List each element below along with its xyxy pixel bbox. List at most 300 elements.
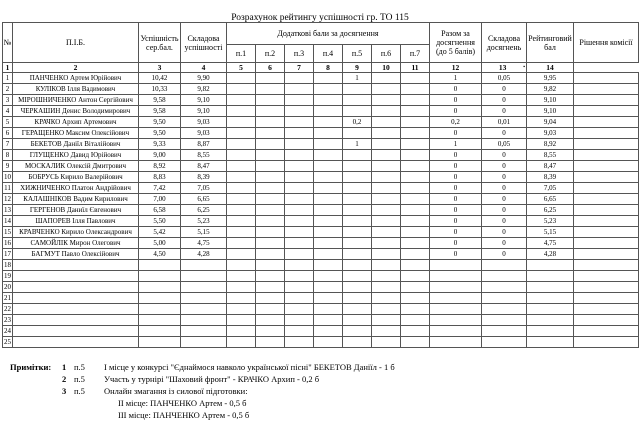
student-name[interactable]: МОСКАЛИК Олексій Дмитрович (13, 161, 139, 172)
commission-decision[interactable] (574, 282, 639, 293)
bonus-p1[interactable] (227, 106, 256, 117)
avg-score[interactable] (139, 337, 181, 348)
commission-decision[interactable] (574, 216, 639, 227)
bonus-p6[interactable] (372, 117, 401, 128)
bonus-p1[interactable] (227, 84, 256, 95)
bonus-p3[interactable] (285, 260, 314, 271)
bonus-p1[interactable] (227, 326, 256, 337)
bonus-p2[interactable] (256, 183, 285, 194)
row-number[interactable]: 14 (4, 217, 11, 225)
bonus-p7[interactable] (401, 238, 430, 249)
bonus-p4[interactable] (314, 304, 343, 315)
rating-score[interactable] (527, 326, 574, 337)
student-name[interactable]: ГЛУЩЕНКО Давид Юрійович (13, 150, 139, 161)
score-component[interactable]: 8,47 (181, 161, 227, 172)
bonus-p3[interactable] (285, 183, 314, 194)
student-name[interactable]: ПАНЧЕНКО Артем Юрійович (13, 73, 139, 84)
row-number[interactable]: 9 (3, 161, 13, 172)
bonus-p5[interactable]: 0,2 (343, 117, 372, 128)
achievement-component[interactable]: 0,05 (482, 139, 527, 150)
rating-score[interactable]: 9,82 (527, 84, 574, 95)
student-name[interactable] (13, 326, 139, 337)
bonus-p7[interactable] (401, 73, 430, 84)
bonus-p2[interactable] (256, 128, 285, 139)
bonus-p1[interactable] (227, 95, 256, 106)
avg-score[interactable] (139, 282, 181, 293)
bonus-p5[interactable] (343, 227, 372, 238)
achievement-component[interactable]: 0 (482, 150, 527, 161)
achievement-component[interactable] (482, 337, 527, 348)
bonus-total[interactable]: 0 (430, 150, 482, 161)
bonus-p3[interactable] (285, 282, 314, 293)
bonus-p6[interactable] (372, 238, 401, 249)
bonus-p5[interactable] (343, 249, 372, 260)
bonus-p5[interactable] (343, 106, 372, 117)
bonus-p4[interactable] (314, 271, 343, 282)
score-component[interactable] (181, 337, 227, 348)
bonus-p4[interactable] (314, 260, 343, 271)
avg-score[interactable]: 4,50 (139, 249, 181, 260)
bonus-p5[interactable] (343, 260, 372, 271)
score-component[interactable] (181, 271, 227, 282)
commission-decision[interactable] (574, 194, 639, 205)
bonus-p1[interactable] (227, 227, 256, 238)
bonus-p7[interactable] (401, 260, 430, 271)
bonus-total[interactable]: 0 (430, 95, 482, 106)
row-number[interactable]: 11 (4, 184, 11, 192)
bonus-p3[interactable] (285, 106, 314, 117)
bonus-p2[interactable] (256, 271, 285, 282)
commission-decision[interactable] (574, 260, 639, 271)
row-number[interactable]: 15 (4, 228, 11, 236)
bonus-total[interactable] (430, 282, 482, 293)
row-number[interactable]: 12 (4, 195, 11, 203)
bonus-total[interactable]: 0 (430, 249, 482, 260)
bonus-p7[interactable] (401, 304, 430, 315)
bonus-p4[interactable] (314, 183, 343, 194)
rating-score[interactable]: 9,10 (527, 106, 574, 117)
commission-decision[interactable] (574, 238, 639, 249)
achievement-component[interactable]: 0 (482, 216, 527, 227)
bonus-p5[interactable] (343, 183, 372, 194)
student-name[interactable]: ШАПОРЕВ Ілля Павлович (13, 216, 139, 227)
bonus-p4[interactable] (314, 194, 343, 205)
student-name[interactable]: БЕКЕТОВ Даніїл Віталійович (13, 139, 139, 150)
bonus-p2[interactable] (256, 326, 285, 337)
bonus-p4[interactable] (314, 139, 343, 150)
bonus-p1[interactable] (227, 172, 256, 183)
row-number[interactable]: 1 (3, 73, 13, 84)
row-number[interactable]: 2 (3, 84, 13, 95)
bonus-p6[interactable] (372, 326, 401, 337)
bonus-p3[interactable] (285, 337, 314, 348)
commission-decision[interactable] (574, 172, 639, 183)
bonus-total[interactable]: 0 (430, 172, 482, 183)
student-name[interactable]: ЧЕРКАШИН Денис Володимирович (13, 106, 139, 117)
rating-score[interactable]: 9,95 (527, 73, 574, 84)
bonus-p4[interactable] (314, 128, 343, 139)
achievement-component[interactable]: 0 (482, 249, 527, 260)
bonus-p2[interactable] (256, 106, 285, 117)
bonus-p1[interactable] (227, 150, 256, 161)
bonus-p3[interactable] (285, 249, 314, 260)
commission-decision[interactable] (574, 84, 639, 95)
score-component[interactable]: 9,03 (181, 128, 227, 139)
bonus-p5[interactable] (343, 216, 372, 227)
avg-score[interactable] (139, 293, 181, 304)
commission-decision[interactable] (574, 106, 639, 117)
bonus-p7[interactable] (401, 194, 430, 205)
student-name[interactable]: БОБРУСЬ Кирило Валерійович (13, 172, 139, 183)
bonus-p1[interactable] (227, 73, 256, 84)
bonus-p1[interactable] (227, 271, 256, 282)
bonus-p4[interactable] (314, 249, 343, 260)
bonus-p3[interactable] (285, 128, 314, 139)
row-number[interactable]: 23 (4, 316, 11, 324)
rating-score[interactable]: 7,05 (527, 183, 574, 194)
bonus-p7[interactable] (401, 172, 430, 183)
bonus-p5[interactable] (343, 161, 372, 172)
score-component[interactable]: 5,15 (181, 227, 227, 238)
bonus-p7[interactable] (401, 106, 430, 117)
commission-decision[interactable] (574, 139, 639, 150)
rating-score[interactable] (527, 293, 574, 304)
score-component[interactable] (181, 282, 227, 293)
bonus-p5[interactable] (343, 282, 372, 293)
rating-score[interactable]: 5,15 (527, 227, 574, 238)
achievement-component[interactable] (482, 293, 527, 304)
bonus-total[interactable]: 0,2 (430, 117, 482, 128)
avg-score[interactable]: 9,50 (139, 128, 181, 139)
avg-score[interactable]: 6,58 (139, 205, 181, 216)
avg-score[interactable]: 9,58 (139, 95, 181, 106)
bonus-p1[interactable] (227, 315, 256, 326)
commission-decision[interactable] (574, 73, 639, 84)
bonus-p3[interactable] (285, 150, 314, 161)
bonus-p3[interactable] (285, 293, 314, 304)
bonus-p2[interactable] (256, 337, 285, 348)
bonus-p6[interactable] (372, 150, 401, 161)
bonus-p3[interactable] (285, 95, 314, 106)
bonus-p5[interactable]: 1 (343, 139, 372, 150)
bonus-total[interactable] (430, 304, 482, 315)
bonus-p2[interactable] (256, 238, 285, 249)
bonus-p7[interactable] (401, 139, 430, 150)
achievement-component[interactable] (482, 304, 527, 315)
bonus-p3[interactable] (285, 205, 314, 216)
achievement-component[interactable]: 0 (482, 172, 527, 183)
score-component[interactable]: 4,28 (181, 249, 227, 260)
bonus-p6[interactable] (372, 183, 401, 194)
bonus-total[interactable]: 0 (430, 194, 482, 205)
bonus-total[interactable]: 0 (430, 106, 482, 117)
bonus-total[interactable] (430, 315, 482, 326)
student-name[interactable]: ХИЖНИЧЕНКО Платон Андрійович (13, 183, 139, 194)
commission-decision[interactable] (574, 117, 639, 128)
bonus-p3[interactable] (285, 139, 314, 150)
commission-decision[interactable] (574, 205, 639, 216)
bonus-p6[interactable] (372, 249, 401, 260)
bonus-p2[interactable] (256, 315, 285, 326)
bonus-p7[interactable] (401, 216, 430, 227)
bonus-total[interactable]: 0 (430, 84, 482, 95)
student-name[interactable] (13, 260, 139, 271)
bonus-p1[interactable] (227, 139, 256, 150)
score-component[interactable] (181, 315, 227, 326)
bonus-p4[interactable] (314, 161, 343, 172)
bonus-p5[interactable] (343, 95, 372, 106)
score-component[interactable] (181, 260, 227, 271)
score-component[interactable]: 6,25 (181, 205, 227, 216)
bonus-p5[interactable] (343, 326, 372, 337)
bonus-p2[interactable] (256, 293, 285, 304)
bonus-p4[interactable] (314, 95, 343, 106)
bonus-p5[interactable] (343, 205, 372, 216)
achievement-component[interactable]: 0 (482, 238, 527, 249)
student-name[interactable]: САМОЙЛІК Мирон Олегович (13, 238, 139, 249)
bonus-p4[interactable] (314, 216, 343, 227)
bonus-p3[interactable] (285, 326, 314, 337)
rating-score[interactable]: 9,04 (527, 117, 574, 128)
student-name[interactable] (13, 337, 139, 348)
rating-score[interactable]: 4,28 (527, 249, 574, 260)
bonus-p7[interactable] (401, 183, 430, 194)
bonus-p7[interactable] (401, 282, 430, 293)
bonus-p4[interactable] (314, 205, 343, 216)
commission-decision[interactable] (574, 326, 639, 337)
bonus-p6[interactable] (372, 293, 401, 304)
achievement-component[interactable] (482, 260, 527, 271)
achievement-component[interactable]: 0 (482, 194, 527, 205)
row-number[interactable]: 5 (3, 117, 13, 128)
bonus-total[interactable] (430, 260, 482, 271)
bonus-total[interactable]: 0 (430, 227, 482, 238)
bonus-p5[interactable] (343, 172, 372, 183)
bonus-p6[interactable] (372, 337, 401, 348)
avg-score[interactable]: 8,83 (139, 172, 181, 183)
bonus-p1[interactable] (227, 194, 256, 205)
row-number[interactable]: 8 (3, 150, 13, 161)
bonus-p2[interactable] (256, 95, 285, 106)
score-component[interactable]: 9,10 (181, 95, 227, 106)
achievement-component[interactable]: 0 (482, 161, 527, 172)
bonus-p4[interactable] (314, 172, 343, 183)
bonus-p1[interactable] (227, 216, 256, 227)
bonus-p7[interactable] (401, 205, 430, 216)
bonus-p7[interactable] (401, 293, 430, 304)
bonus-p6[interactable] (372, 271, 401, 282)
bonus-p6[interactable] (372, 227, 401, 238)
bonus-p2[interactable] (256, 172, 285, 183)
rating-score[interactable]: 9,10 (527, 95, 574, 106)
bonus-p6[interactable] (372, 194, 401, 205)
score-component[interactable]: 4,75 (181, 238, 227, 249)
bonus-p7[interactable] (401, 95, 430, 106)
bonus-p3[interactable] (285, 304, 314, 315)
bonus-p2[interactable] (256, 205, 285, 216)
bonus-p5[interactable] (343, 271, 372, 282)
avg-score[interactable] (139, 304, 181, 315)
bonus-total[interactable] (430, 337, 482, 348)
bonus-p1[interactable] (227, 260, 256, 271)
achievement-component[interactable]: 0 (482, 106, 527, 117)
bonus-p7[interactable] (401, 150, 430, 161)
bonus-p4[interactable] (314, 337, 343, 348)
bonus-total[interactable]: 0 (430, 183, 482, 194)
commission-decision[interactable] (574, 293, 639, 304)
bonus-p6[interactable] (372, 95, 401, 106)
bonus-p6[interactable] (372, 84, 401, 95)
bonus-p5[interactable] (343, 293, 372, 304)
row-number[interactable]: 19 (4, 272, 11, 280)
score-component[interactable]: 9,10 (181, 106, 227, 117)
commission-decision[interactable] (574, 150, 639, 161)
bonus-total[interactable] (430, 326, 482, 337)
bonus-p4[interactable] (314, 106, 343, 117)
commission-decision[interactable] (574, 337, 639, 348)
bonus-p5[interactable] (343, 304, 372, 315)
bonus-p3[interactable] (285, 216, 314, 227)
avg-score[interactable]: 9,58 (139, 106, 181, 117)
avg-score[interactable]: 9,00 (139, 150, 181, 161)
rating-score[interactable]: 8,92 (527, 139, 574, 150)
bonus-p2[interactable] (256, 227, 285, 238)
bonus-p3[interactable] (285, 315, 314, 326)
rating-score[interactable]: 8,39 (527, 172, 574, 183)
bonus-p4[interactable] (314, 73, 343, 84)
bonus-p7[interactable] (401, 117, 430, 128)
row-number[interactable]: 17 (4, 250, 11, 258)
bonus-p4[interactable] (314, 326, 343, 337)
score-component[interactable] (181, 304, 227, 315)
avg-score[interactable]: 10,42 (139, 73, 181, 84)
avg-score[interactable] (139, 260, 181, 271)
rating-score[interactable]: 4,75 (527, 238, 574, 249)
avg-score[interactable]: 7,00 (139, 194, 181, 205)
bonus-total[interactable]: 0 (430, 128, 482, 139)
commission-decision[interactable] (574, 95, 639, 106)
bonus-p4[interactable] (314, 293, 343, 304)
rating-score[interactable]: 6,65 (527, 194, 574, 205)
achievement-component[interactable] (482, 271, 527, 282)
bonus-p7[interactable] (401, 271, 430, 282)
bonus-p1[interactable] (227, 337, 256, 348)
bonus-p7[interactable] (401, 84, 430, 95)
achievement-component[interactable]: 0 (482, 128, 527, 139)
bonus-total[interactable]: 1 (430, 139, 482, 150)
bonus-p4[interactable] (314, 315, 343, 326)
score-component[interactable]: 9,90 (181, 73, 227, 84)
bonus-p4[interactable] (314, 238, 343, 249)
bonus-p6[interactable] (372, 260, 401, 271)
bonus-p1[interactable] (227, 304, 256, 315)
achievement-component[interactable]: 0 (482, 95, 527, 106)
bonus-p2[interactable] (256, 249, 285, 260)
bonus-p5[interactable] (343, 84, 372, 95)
avg-score[interactable]: 5,50 (139, 216, 181, 227)
bonus-p2[interactable] (256, 194, 285, 205)
student-name[interactable] (13, 293, 139, 304)
student-name[interactable] (13, 315, 139, 326)
score-component[interactable]: 6,65 (181, 194, 227, 205)
bonus-total[interactable]: 0 (430, 238, 482, 249)
bonus-p7[interactable] (401, 227, 430, 238)
rating-score[interactable] (527, 271, 574, 282)
bonus-p3[interactable] (285, 238, 314, 249)
bonus-p3[interactable] (285, 161, 314, 172)
row-number[interactable]: 21 (4, 294, 11, 302)
rating-score[interactable] (527, 282, 574, 293)
achievement-component[interactable]: 0 (482, 227, 527, 238)
student-name[interactable] (13, 282, 139, 293)
bonus-p2[interactable] (256, 304, 285, 315)
student-name[interactable]: КРАВЧЕНКО Кирило Олександрович (13, 227, 139, 238)
row-number[interactable]: 18 (4, 261, 11, 269)
bonus-p6[interactable] (372, 282, 401, 293)
bonus-p5[interactable] (343, 238, 372, 249)
achievement-component[interactable]: 0 (482, 84, 527, 95)
row-number[interactable]: 22 (4, 305, 11, 313)
bonus-p4[interactable] (314, 282, 343, 293)
bonus-p6[interactable] (372, 161, 401, 172)
avg-score[interactable]: 5,42 (139, 227, 181, 238)
bonus-p2[interactable] (256, 282, 285, 293)
bonus-p2[interactable] (256, 216, 285, 227)
commission-decision[interactable] (574, 183, 639, 194)
row-number[interactable]: 24 (4, 327, 11, 335)
student-name[interactable]: МІРОШНИЧЕНКО Антон Сергійович (13, 95, 139, 106)
achievement-component[interactable] (482, 282, 527, 293)
avg-score[interactable]: 9,50 (139, 117, 181, 128)
bonus-p6[interactable] (372, 205, 401, 216)
bonus-p1[interactable] (227, 282, 256, 293)
bonus-total[interactable]: 0 (430, 216, 482, 227)
bonus-p3[interactable] (285, 73, 314, 84)
bonus-p3[interactable] (285, 84, 314, 95)
rating-score[interactable] (527, 260, 574, 271)
avg-score[interactable]: 8,92 (139, 161, 181, 172)
bonus-p6[interactable] (372, 106, 401, 117)
bonus-p4[interactable] (314, 117, 343, 128)
autofill-handle-icon[interactable]: ▪ (523, 65, 525, 70)
student-name[interactable] (13, 304, 139, 315)
bonus-p4[interactable] (314, 84, 343, 95)
bonus-p1[interactable] (227, 293, 256, 304)
student-name[interactable]: КРАЧКО Архип Артемович (13, 117, 139, 128)
avg-score[interactable]: 9,33 (139, 139, 181, 150)
bonus-p5[interactable] (343, 337, 372, 348)
rating-score[interactable]: 9,03 (527, 128, 574, 139)
bonus-p7[interactable] (401, 337, 430, 348)
bonus-p7[interactable] (401, 128, 430, 139)
bonus-p2[interactable] (256, 260, 285, 271)
bonus-p6[interactable] (372, 315, 401, 326)
bonus-p1[interactable] (227, 249, 256, 260)
achievement-component[interactable] (482, 326, 527, 337)
bonus-p2[interactable] (256, 139, 285, 150)
bonus-p1[interactable] (227, 117, 256, 128)
student-name[interactable]: ГЕРАЩЕНКО Максим Олексійович (13, 128, 139, 139)
avg-score[interactable] (139, 315, 181, 326)
avg-score[interactable] (139, 271, 181, 282)
bonus-p1[interactable] (227, 183, 256, 194)
commission-decision[interactable] (574, 315, 639, 326)
score-component[interactable]: 7,05 (181, 183, 227, 194)
bonus-p6[interactable] (372, 304, 401, 315)
student-name[interactable]: КУЛІКОВ Ілля Вадимович (13, 84, 139, 95)
row-number[interactable]: 6 (3, 128, 13, 139)
score-component[interactable] (181, 293, 227, 304)
